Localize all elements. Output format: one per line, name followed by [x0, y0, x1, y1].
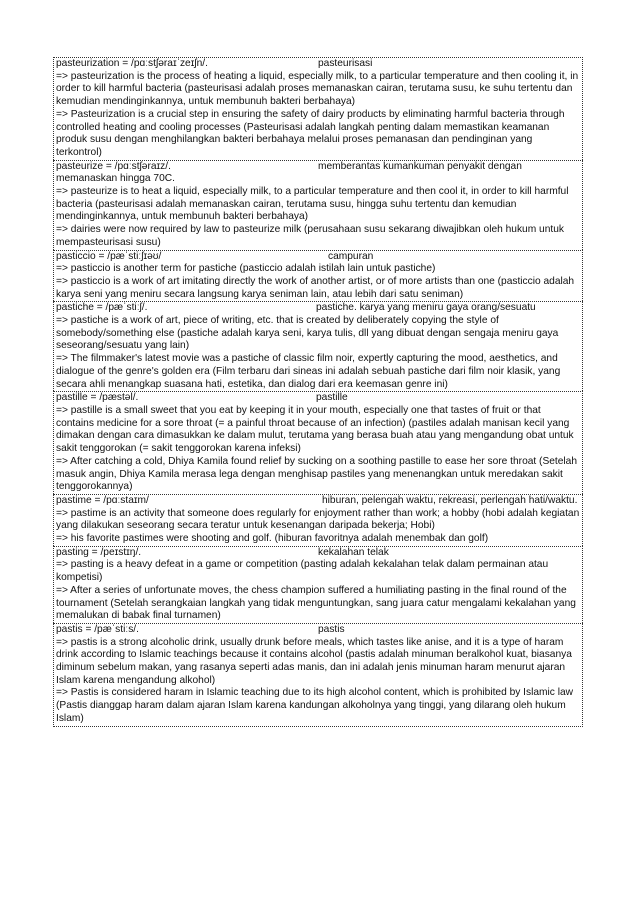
entry-meaning: pastille	[316, 392, 348, 404]
entry-term: pastiche = /pæˈstiːʃ/.	[56, 302, 148, 314]
entry-line: => After a series of unfortunate moves, the chess champion suffered a humiliating pasting in the final round of the tournament (Setelah serangkaian langkah yang tidak menguntungkan, sang juara catur mengalami kekalahan yang memalukan di babak final turnamen)	[56, 584, 576, 622]
entry-head	[56, 302, 580, 315]
dictionary-entry	[53, 250, 583, 302]
entry-meaning: pastiche. karya yang meniru gaya orang/sesuatu	[316, 302, 536, 314]
entry-head	[56, 161, 580, 186]
entry-meaning: hiburan, pelengah waktu, rekreasi, perlengah hati/waktu.	[322, 494, 578, 506]
entry-meaning: pastis	[318, 623, 345, 635]
entry-meaning: campuran	[328, 250, 374, 262]
entry-head	[56, 58, 580, 71]
entry-line: => pasteurization is the process of heating a liquid, especially milk, to a particular temperature and then cooling it, in order to kill harmful bacteria (pasteurisasi adalah proses memanaskan cairan, terutama susu, ke suhu tertentu dan kemudian mendinginkannya, untuk membunuh bakteri berbahaya)	[56, 70, 579, 108]
entry-line: => his favorite pastimes were shooting and golf. (hiburan favoritnya adalah menembak dan golf)	[56, 533, 489, 545]
entry-term: pastis = /pæˈstiːs/.	[56, 623, 139, 635]
entry-line: => Pastis is considered haram in Islamic teaching due to its high alcohol content, which is prohibited by Islamic law (Pastis dianggap haram dalam ajaran Islam karena kandungan alkoholnya yang tinggi, yang dilarang oleh hukum Islam)	[56, 687, 573, 724]
entry-line: => pasticcio is a work of art imitating directly the work of another artist, or of more artists than one (pasticcio adalah karya seni yang meniru secara langsung karya seniman lain, atau lebih dari satu seniman)	[56, 275, 575, 300]
dictionary-entry	[53, 57, 583, 160]
entry-line: => pastiche is a work of art, piece of writing, etc. that is created by deliberately copying the style of somebody/something else (pastiche adalah karya seni, karya tulis, dll yang dibuat dengan sengaja meniru gaya seseorang/sesuatu yang lain)	[56, 315, 559, 352]
entry-head	[56, 624, 580, 637]
entry-head	[56, 495, 580, 508]
entry-line: => pasting is a heavy defeat in a game or competition (pasting adalah kekalahan telak dalam permainan atau kompetisi)	[56, 559, 549, 584]
entry-head	[56, 251, 580, 264]
dictionary-entry	[53, 546, 583, 623]
entry-line: => The filmmaker's latest movie was a pastiche of classic film noir, expertly capturing the mood, aesthetics, and dialogue of the genre's golden era (Film terbaru dari sineas ini adalah sebuah pastiche dari film noir klasik, yang secara ahli menangkap suasana hati, estetika, dan dialog dari era keemasan genre ini)	[56, 353, 561, 390]
dictionary-entry	[53, 301, 583, 391]
entry-term: pastime = /pɑːstaɪm/	[56, 494, 149, 506]
dictionary-entry	[53, 494, 583, 546]
entry-term: pasteurization = /pɑːstʃəraɪˈzeɪʃn/.	[56, 58, 208, 69]
entry-line: => pastime is an activity that someone does regularly for enjoyment rather than work; a hobby (hobi adalah kegiatan yang dilakukan seseorang secara teratur untuk kesenangan daripada bekerja; Hobi)	[56, 507, 580, 532]
entry-line: => pastille is a small sweet that you eat by keeping it in your mouth, especially one that tastes of fruit or that contains medicine for a sore throat (= a painful throat because of an infection) (pastiles adalah manisan kecil yang dimakan dengan cara dimasukkan ke dalam mulut, terutama yang berasa buah atau yang mengandung obat untuk sakit tenggorokan (= sakit tenggorokan karena infeksi)	[56, 404, 574, 455]
entry-line: => dairies were now required by law to pasteurize milk (perusahaan susu sekarang diwajibkan oleh hukum untuk mempasteurisasi susu)	[56, 224, 564, 248]
entry-term: pastille = /pæstəl/.	[56, 392, 139, 404]
entry-head	[56, 547, 580, 560]
entry-term: pasting = /peɪstɪŋ/.	[56, 546, 142, 558]
dictionary-entry	[53, 160, 583, 250]
entry-line: => After catching a cold, Dhiya Kamila found relief by sucking on a soothing pastille to ease her sore throat (Setelah masuk angin, Dhiya Kamila merasa lega dengan menghisap pastiles yang menenangkan untuk meredakan sakit tenggorokannya)	[56, 455, 577, 493]
entry-line: => pastis is a strong alcoholic drink, usually drunk before meals, which tastes like anise, and it is a type of haram drink according to Islamic teachings because it contains alcohol (pastis adalah minuman beralkohol kuat, biasanya diminum sebelum makan, yang rasanya seperti adas manis, dan ini adalah jenis minuman haram menurut ajaran Islam karena mengandung alkohol)	[56, 636, 572, 686]
entry-term: pasteurize = /pɑːstʃəraɪz/.	[56, 160, 171, 172]
entry-meaning: pasteurisasi	[318, 58, 373, 69]
dictionary-entry	[53, 623, 583, 727]
entry-line: => pasticcio is another term for pastiche (pasticcio adalah istilah lain untuk pastiche)	[56, 263, 436, 275]
entry-term: pasticcio = /pæˈstiːʃɪəʊ/	[56, 250, 162, 262]
entry-meaning: memberantas kumankuman penyakit dengan memanaskan hingga 70C.	[56, 160, 522, 185]
entry-head	[56, 392, 580, 405]
entry-line: => Pasteurization is a crucial step in ensuring the safety of dairy products by eliminating harmful bacteria through controlled heating and cooling processes (Pasteurisasi adalah langkah penting dalam memastikan keamanan produk susu dengan menghilangkan bakteri berbahaya melalui proses pemanasan dan pendinginan yang terkontrol)	[56, 108, 565, 158]
entry-line: => pasteurize is to heat a liquid, especially milk, to a particular temperature and then cool it, in order to kill harmful bacteria (pasteurisasi adalah memanaskan cairan, terutama susu, hingga suhu tertentu dan kemudian mendinginkannya, untuk membunuh bakteri berbahaya)	[56, 186, 569, 223]
dictionary-entry	[53, 391, 583, 494]
dictionary-page	[53, 57, 583, 727]
entry-meaning: kekalahan telak	[318, 546, 389, 558]
